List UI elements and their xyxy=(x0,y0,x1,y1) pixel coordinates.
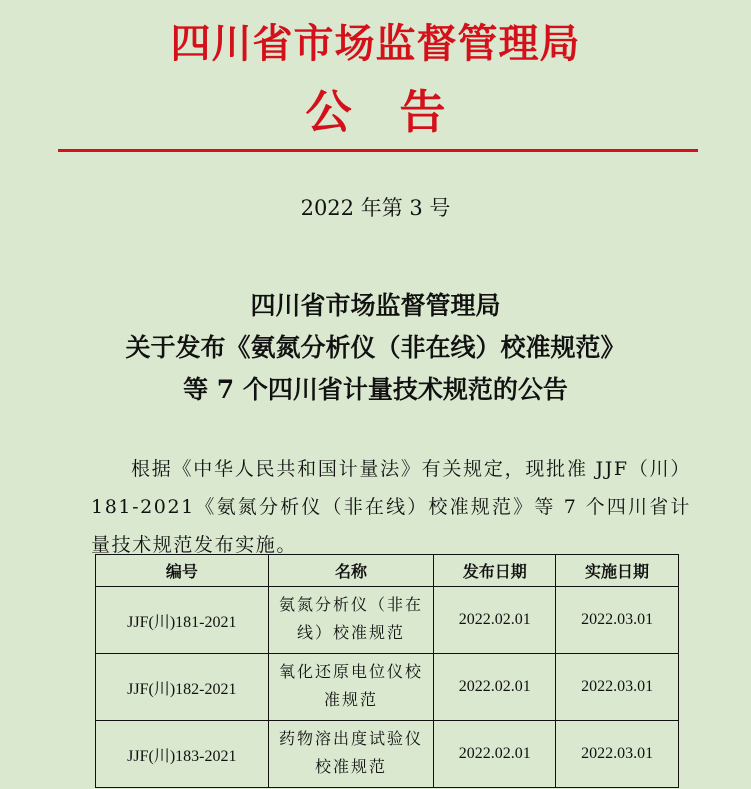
cell-effective-date: 2022.03.01 xyxy=(556,654,679,721)
header-effective-date: 实施日期 xyxy=(556,555,679,587)
cell-name: 氧化还原电位仪校准规范 xyxy=(268,654,434,721)
table-row xyxy=(96,587,679,654)
cell-code: JJF(川)183-2021 xyxy=(96,721,269,788)
table-row xyxy=(96,721,679,788)
title-line-3: 等 7 个四川省计量技术规范的公告 xyxy=(183,375,568,404)
cell-effective-date: 2022.03.01 xyxy=(556,721,679,788)
red-divider-line xyxy=(58,149,698,152)
announcement-title xyxy=(0,285,751,411)
cell-issue-date: 2022.02.01 xyxy=(434,654,556,721)
document-number: 2022 年第 3 号 xyxy=(300,196,451,220)
document-type-heading xyxy=(0,82,751,142)
cell-issue-date: 2022.02.01 xyxy=(434,721,556,788)
header-code: 编号 xyxy=(96,555,269,587)
body-paragraph: 根据《中华人民共和国计量法》有关规定，现批准 JJF（川）181-2021《氨氮分析仪（非在线）校准规范》等 7 个四川省计量技术规范发布实施。 xyxy=(91,458,691,556)
cell-effective-date: 2022.03.01 xyxy=(556,587,679,654)
issuing-agency-title: 四川省市场监督管理局 xyxy=(170,20,581,67)
cell-name: 药物溶出度试验仪校准规范 xyxy=(268,721,434,788)
title-line-1: 四川省市场监督管理局 xyxy=(250,291,501,320)
cell-issue-date: 2022.02.01 xyxy=(434,587,556,654)
document-type-char-2: 告 xyxy=(399,85,446,139)
cell-name: 氨氮分析仪（非在线）校准规范 xyxy=(268,587,434,654)
standards-table xyxy=(95,554,679,788)
header-issue-date: 发布日期 xyxy=(434,555,556,587)
cell-code: JJF(川)182-2021 xyxy=(96,654,269,721)
header-name: 名称 xyxy=(268,555,434,587)
table-row xyxy=(96,654,679,721)
document-type-char-1: 公 xyxy=(305,85,352,139)
title-line-2: 关于发布《氨氮分析仪（非在线）校准规范》 xyxy=(125,333,626,362)
table-header-row xyxy=(96,555,679,587)
cell-code: JJF(川)181-2021 xyxy=(96,587,269,654)
